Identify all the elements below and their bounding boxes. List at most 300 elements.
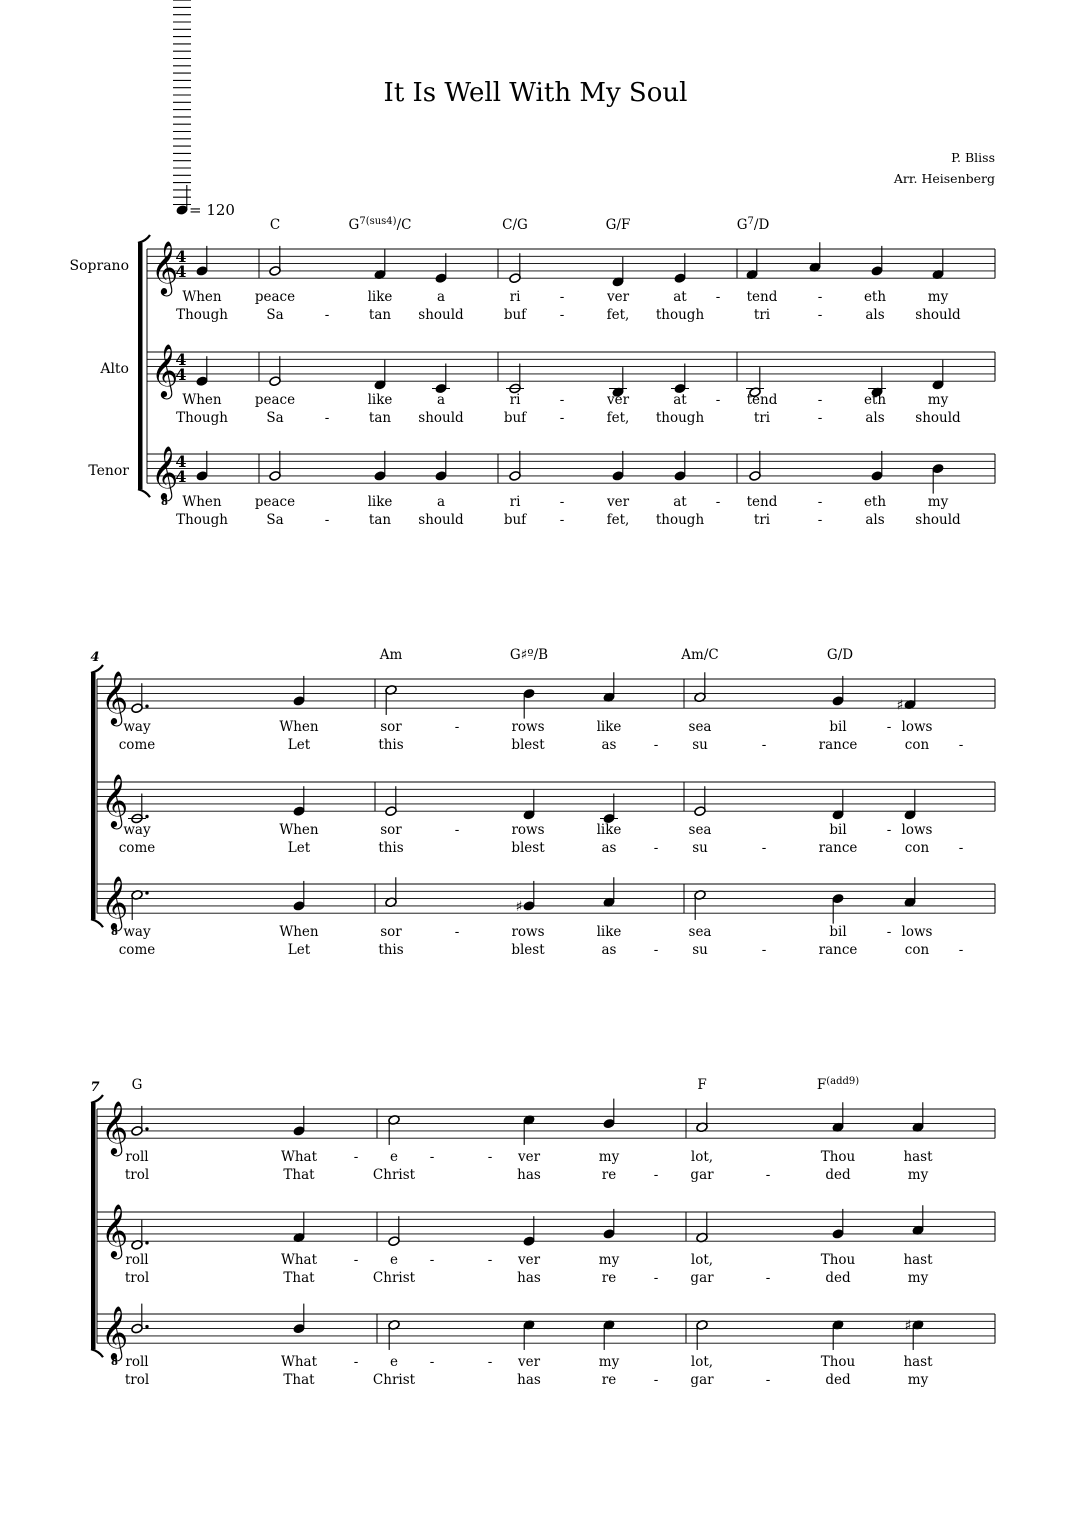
note xyxy=(746,250,758,280)
lyric-syllable: trol xyxy=(124,1270,150,1286)
lyric-syllable: Sa xyxy=(266,512,284,528)
note xyxy=(696,1102,708,1132)
treble-clef-glyph: 𝄞 xyxy=(101,670,129,725)
bracket-hook-bottom xyxy=(138,489,150,497)
lyric-syllable: ver xyxy=(606,392,630,408)
note xyxy=(694,890,706,920)
note xyxy=(374,451,386,481)
lyric-syllable: hast xyxy=(903,1354,933,1370)
note xyxy=(131,1220,149,1250)
lyric-syllable: as xyxy=(601,737,617,753)
lyric-syllable: What xyxy=(280,1354,318,1370)
note xyxy=(523,1216,535,1246)
lyric-syllable: - xyxy=(817,512,823,528)
lyric-syllable: has xyxy=(517,1270,541,1286)
note xyxy=(388,1320,400,1350)
lyric-syllable: - xyxy=(353,1354,359,1370)
duration-dot xyxy=(145,1241,148,1244)
note xyxy=(912,1205,924,1235)
lyric-syllable: - xyxy=(454,924,460,940)
lyric-syllable: Let xyxy=(287,737,311,753)
lyric-syllable: con xyxy=(904,840,930,856)
lyric-syllable: gar xyxy=(690,1167,714,1183)
note xyxy=(832,1209,844,1239)
lyric-syllable: Sa xyxy=(266,307,284,323)
lyric-syllable: eth xyxy=(863,494,887,510)
lyric-syllable: gar xyxy=(690,1270,714,1286)
lyric-syllable: sor xyxy=(380,924,402,940)
time-signature-denominator: 4 xyxy=(175,262,187,281)
lyric-syllable: su xyxy=(692,840,708,856)
lyric-syllable: tri xyxy=(753,512,771,528)
lyric-syllable: lot, xyxy=(690,1149,714,1165)
lyric-syllable: my xyxy=(927,289,949,305)
lyric-syllable: at xyxy=(673,494,687,510)
treble-clef-glyph: 𝄞 xyxy=(151,445,179,500)
note xyxy=(385,786,397,816)
treble-clef xyxy=(101,773,128,829)
note xyxy=(196,356,208,386)
note xyxy=(385,685,397,715)
note xyxy=(509,253,521,283)
lyric-syllable: like xyxy=(596,822,622,838)
lyric-syllable: buf xyxy=(503,410,527,426)
lyric-syllable: tend xyxy=(746,494,778,510)
lyric-syllable: - xyxy=(653,737,659,753)
treble-clef xyxy=(151,445,178,508)
note xyxy=(374,360,386,390)
lyric-syllable: als xyxy=(865,512,885,528)
note xyxy=(904,790,916,820)
duration-dot xyxy=(145,815,148,818)
lyric-syllable: - xyxy=(487,1149,493,1165)
lyric-syllable: When xyxy=(182,392,222,408)
note xyxy=(131,890,149,920)
lyric-syllable: buf xyxy=(503,512,527,528)
lyric-syllable: als xyxy=(865,410,885,426)
note xyxy=(435,451,447,481)
octave-eight-mark: 8 xyxy=(161,497,168,509)
treble-clef xyxy=(151,240,178,296)
lyric-syllable: - xyxy=(559,512,565,528)
lyric-syllable: bil xyxy=(829,924,847,940)
lyric-syllable: ver xyxy=(517,1149,541,1165)
lyric-syllable: su xyxy=(692,737,708,753)
lyric-syllable: fet, xyxy=(606,512,630,528)
treble-clef-glyph: 𝄞 xyxy=(101,773,129,828)
note xyxy=(131,1106,149,1136)
note xyxy=(832,790,844,820)
lyric-syllable: ri xyxy=(509,289,521,305)
score-title: It Is Well With My Soul xyxy=(383,78,688,108)
time-signature-numerator: 4 xyxy=(175,452,187,471)
lyric-syllable: - xyxy=(429,1149,435,1165)
treble-clef-glyph: 𝄞 xyxy=(151,240,179,295)
lyric-syllable: blest xyxy=(511,942,545,958)
lyric-syllable: Let xyxy=(287,840,311,856)
lyric-syllable: as xyxy=(601,942,617,958)
note xyxy=(293,1106,305,1136)
note xyxy=(832,1320,844,1350)
note xyxy=(671,364,689,394)
note xyxy=(603,1209,615,1239)
lyric-syllable: my xyxy=(927,494,949,510)
note xyxy=(612,451,624,481)
note xyxy=(523,1115,535,1145)
lyric-syllable: tend xyxy=(746,289,778,305)
note xyxy=(932,360,944,390)
lyric-syllable: When xyxy=(279,719,319,735)
lyric-syllable: roll xyxy=(125,1149,149,1165)
note xyxy=(600,794,618,824)
chord-symbol: G xyxy=(131,1077,143,1093)
lyric-syllable: blest xyxy=(511,737,545,753)
lyric-syllable: fet, xyxy=(606,410,630,426)
note xyxy=(374,250,386,280)
lyric-syllable: - xyxy=(715,289,721,305)
lyric-syllable: should xyxy=(915,307,961,323)
lyric-syllable: Christ xyxy=(372,1167,416,1183)
note xyxy=(603,672,615,702)
lyric-syllable: though xyxy=(655,410,705,426)
lyric-syllable: lot, xyxy=(690,1354,714,1370)
lyric-syllable: this xyxy=(378,840,404,856)
lyric-syllable: - xyxy=(454,822,460,838)
lyric-syllable: way xyxy=(123,924,151,940)
lyric-syllable: ver xyxy=(606,494,630,510)
duration-dot xyxy=(145,891,148,894)
lyric-syllable: lows xyxy=(901,924,933,940)
lyric-syllable: Let xyxy=(287,942,311,958)
treble-clef-glyph: 𝄞 xyxy=(101,875,129,930)
lyric-syllable: re xyxy=(601,1167,617,1183)
lyric-syllable: - xyxy=(715,494,721,510)
lyric-syllable: has xyxy=(517,1167,541,1183)
note xyxy=(832,676,844,706)
note xyxy=(269,246,281,276)
lyric-syllable: - xyxy=(765,1167,771,1183)
lyric-syllable: rance xyxy=(818,942,858,958)
lyric-syllable: my xyxy=(598,1354,620,1370)
lyric-syllable: sea xyxy=(688,822,712,838)
lyric-syllable: like xyxy=(367,289,393,305)
lyric-syllable: re xyxy=(601,1372,617,1388)
lyric-syllable: - xyxy=(653,942,659,958)
lyric-syllable: Thou xyxy=(820,1354,856,1370)
note xyxy=(269,451,281,481)
lyric-syllable: gar xyxy=(690,1372,714,1388)
lyric-syllable: rance xyxy=(818,737,858,753)
lyric-syllable: tan xyxy=(368,410,392,426)
lyric-syllable: buf xyxy=(503,307,527,323)
note xyxy=(523,688,535,718)
lyric-syllable: eth xyxy=(863,289,887,305)
system-bracket xyxy=(138,243,143,489)
lyric-syllable: ri xyxy=(509,494,521,510)
octave-eight-mark: 8 xyxy=(111,927,118,939)
lyric-syllable: lot, xyxy=(690,1252,714,1268)
chord-symbol: G♯º/B xyxy=(509,647,549,663)
sharp-accidental: ♯ xyxy=(904,1317,912,1334)
lyric-syllable: my xyxy=(927,392,949,408)
lyric-syllable: trol xyxy=(124,1167,150,1183)
lyric-syllable: - xyxy=(324,512,330,528)
lyric-syllable: my xyxy=(598,1149,620,1165)
chord-symbol: $G^7/D$ xyxy=(736,216,770,233)
lyric-syllable: - xyxy=(487,1354,493,1370)
lyric-syllable: sor xyxy=(380,822,402,838)
note xyxy=(674,253,686,283)
lyric-syllable: should xyxy=(418,410,464,426)
note xyxy=(131,1304,149,1334)
note xyxy=(694,672,706,702)
note xyxy=(385,877,397,907)
note xyxy=(809,242,821,272)
lyric-syllable: at xyxy=(673,289,687,305)
lyric-syllable: - xyxy=(653,1167,659,1183)
lyric-syllable: - xyxy=(886,924,892,940)
duration-dot xyxy=(145,1127,148,1130)
time-signature-numerator: 4 xyxy=(175,350,187,369)
lyric-syllable: e xyxy=(390,1149,398,1165)
lyric-syllable: ded xyxy=(825,1167,851,1183)
lyric-syllable: re xyxy=(601,1270,617,1286)
lyric-syllable: roll xyxy=(125,1252,149,1268)
lyric-syllable: Thou xyxy=(820,1252,856,1268)
lyric-syllable: ded xyxy=(825,1270,851,1286)
treble-clef-glyph: 𝄞 xyxy=(101,1100,129,1155)
treble-clef xyxy=(101,1100,128,1156)
voice-label: Alto xyxy=(100,361,129,377)
lyric-syllable: a xyxy=(436,494,446,510)
lyric-syllable: peace xyxy=(254,289,296,305)
note xyxy=(388,1115,400,1145)
lyric-syllable: tan xyxy=(368,307,392,323)
lyric-syllable: - xyxy=(559,392,565,408)
lyric-syllable: ver xyxy=(606,289,630,305)
lyric-syllable: - xyxy=(817,307,823,323)
note xyxy=(674,451,686,481)
note xyxy=(388,1216,400,1246)
lyric-syllable: my xyxy=(907,1372,929,1388)
lyric-syllable: way xyxy=(123,719,151,735)
chord-symbol: G/F xyxy=(605,217,631,233)
arranger-credit: Arr. Heisenberg xyxy=(893,171,995,186)
lyric-syllable: at xyxy=(673,392,687,408)
time-signature-numerator: 4 xyxy=(175,247,187,266)
lyric-syllable: sor xyxy=(380,719,402,735)
lyric-syllable: trol xyxy=(124,1372,150,1388)
note xyxy=(516,881,536,915)
lyric-syllable: like xyxy=(367,494,393,510)
note xyxy=(435,253,447,283)
lyric-syllable: - xyxy=(817,494,823,510)
lyric-syllable: rows xyxy=(511,924,545,940)
note xyxy=(293,786,305,816)
lyric-syllable: That xyxy=(283,1270,315,1286)
lyric-syllable: That xyxy=(283,1372,315,1388)
lyric-syllable: Though xyxy=(176,307,228,323)
treble-clef xyxy=(101,670,128,726)
lyric-syllable: When xyxy=(279,822,319,838)
lyric-syllable: sea xyxy=(688,924,712,940)
lyric-syllable: - xyxy=(761,737,767,753)
lyric-syllable: tri xyxy=(753,307,771,323)
chord-symbol: C/G xyxy=(502,217,528,233)
lyric-syllable: - xyxy=(454,719,460,735)
lyric-syllable: - xyxy=(324,307,330,323)
octave-eight-mark: 8 xyxy=(111,1357,118,1369)
lyric-syllable: - xyxy=(429,1252,435,1268)
lyric-syllable: - xyxy=(761,942,767,958)
lyric-syllable: though xyxy=(655,307,705,323)
lyric-syllable: like xyxy=(596,924,622,940)
lyric-syllable: What xyxy=(280,1149,318,1165)
note xyxy=(603,1099,615,1129)
chord-symbol: Am/C xyxy=(681,647,719,663)
lyric-syllable: rows xyxy=(511,822,545,838)
lyric-syllable: as xyxy=(601,840,617,856)
lyric-syllable: blest xyxy=(511,840,545,856)
chord-symbol: F xyxy=(697,1077,707,1093)
lyric-syllable: e xyxy=(390,1354,398,1370)
treble-clef xyxy=(101,1203,128,1259)
note xyxy=(196,451,208,481)
treble-clef xyxy=(101,1305,128,1368)
lyric-syllable: rows xyxy=(511,719,545,735)
lyric-syllable: e xyxy=(390,1252,398,1268)
measure-number: 7 xyxy=(90,1080,100,1095)
note xyxy=(603,877,615,907)
lyric-syllable: should xyxy=(915,410,961,426)
tempo-marking: = 120 xyxy=(189,201,235,219)
lyric-syllable: tan xyxy=(368,512,392,528)
lyric-syllable: a xyxy=(436,392,446,408)
lyric-syllable: peace xyxy=(254,392,296,408)
lyric-syllable: - xyxy=(559,307,565,323)
lyric-syllable: should xyxy=(418,307,464,323)
lyric-syllable: Christ xyxy=(372,1372,416,1388)
lyric-syllable: When xyxy=(279,924,319,940)
lyric-syllable: - xyxy=(653,1372,659,1388)
lyric-syllable: eth xyxy=(863,392,887,408)
note xyxy=(293,881,305,911)
note xyxy=(131,683,149,713)
chord-symbol: $G^{7(sus4)}/C$ xyxy=(348,216,412,233)
note xyxy=(432,364,450,394)
lyric-syllable: ded xyxy=(825,1372,851,1388)
lyric-syllable: peace xyxy=(254,494,296,510)
lyric-syllable: Though xyxy=(176,512,228,528)
lyric-syllable: - xyxy=(324,410,330,426)
bracket-hook-top xyxy=(138,235,150,243)
lyric-syllable: - xyxy=(653,840,659,856)
note xyxy=(506,364,524,394)
lyric-syllable: ri xyxy=(509,392,521,408)
lyric-syllable: Thou xyxy=(820,1149,856,1165)
duration-dot xyxy=(145,705,148,708)
lyric-syllable: has xyxy=(517,1372,541,1388)
lyric-syllable: lows xyxy=(901,822,933,838)
lyric-syllable: - xyxy=(559,494,565,510)
lyric-syllable: a xyxy=(436,289,446,305)
lyric-syllable: That xyxy=(283,1167,315,1183)
lyric-syllable: Sa xyxy=(266,410,284,426)
lyric-syllable: - xyxy=(353,1252,359,1268)
lyric-syllable: ver xyxy=(517,1354,541,1370)
note xyxy=(523,1320,535,1350)
note xyxy=(128,794,149,824)
lyric-syllable: should xyxy=(418,512,464,528)
lyric-syllable: my xyxy=(907,1167,929,1183)
lyric-syllable: come xyxy=(118,737,156,753)
lyric-syllable: like xyxy=(596,719,622,735)
note xyxy=(696,1213,708,1243)
lyric-syllable: als xyxy=(865,307,885,323)
lyric-syllable: lows xyxy=(901,719,933,735)
lyric-syllable: - xyxy=(765,1270,771,1286)
chord-symbol: $F^{(add9)}$ xyxy=(816,1076,860,1093)
note xyxy=(749,451,761,481)
note xyxy=(904,877,916,907)
lyric-syllable: - xyxy=(817,289,823,305)
lyric-syllable: way xyxy=(123,822,151,838)
lyric-syllable: fet, xyxy=(606,307,630,323)
lyric-syllable: con xyxy=(904,737,930,753)
note xyxy=(696,1320,708,1350)
lyric-syllable: bil xyxy=(829,719,847,735)
duration-dot xyxy=(145,1325,148,1328)
note xyxy=(509,451,521,481)
note xyxy=(905,1318,925,1350)
lyric-syllable: What xyxy=(280,1252,318,1268)
time-signature-denominator: 4 xyxy=(175,365,187,384)
lyric-syllable: this xyxy=(378,737,404,753)
voice-label: Soprano xyxy=(69,258,129,274)
lyric-syllable: rance xyxy=(818,840,858,856)
note xyxy=(912,1102,924,1132)
lyric-syllable: - xyxy=(653,1270,659,1286)
lyric-syllable: - xyxy=(559,289,565,305)
lyric-syllable: - xyxy=(559,410,565,426)
treble-clef-glyph: 𝄞 xyxy=(101,1203,129,1258)
lyric-syllable: tri xyxy=(753,410,771,426)
lyric-syllable: this xyxy=(378,942,404,958)
lyric-syllable: - xyxy=(958,840,964,856)
lyric-syllable: should xyxy=(915,512,961,528)
lyric-syllable: When xyxy=(182,494,222,510)
lyric-syllable: - xyxy=(429,1354,435,1370)
note xyxy=(196,246,208,276)
note xyxy=(932,250,944,280)
chord-symbol: C xyxy=(269,217,281,233)
lyric-syllable: ver xyxy=(517,1252,541,1268)
note xyxy=(832,893,844,923)
lyric-syllable: - xyxy=(817,392,823,408)
lyric-syllable: sea xyxy=(688,719,712,735)
chord-symbol: Am xyxy=(379,647,403,663)
lyric-syllable: come xyxy=(118,942,156,958)
lyric-syllable: hast xyxy=(903,1252,933,1268)
lyric-syllable: tend xyxy=(746,392,778,408)
lyric-syllable: - xyxy=(761,840,767,856)
system-bracket xyxy=(91,673,96,919)
note xyxy=(269,356,281,386)
note xyxy=(694,786,706,816)
lyric-syllable: though xyxy=(655,512,705,528)
lyric-syllable: con xyxy=(904,942,930,958)
lyric-syllable: - xyxy=(886,822,892,838)
